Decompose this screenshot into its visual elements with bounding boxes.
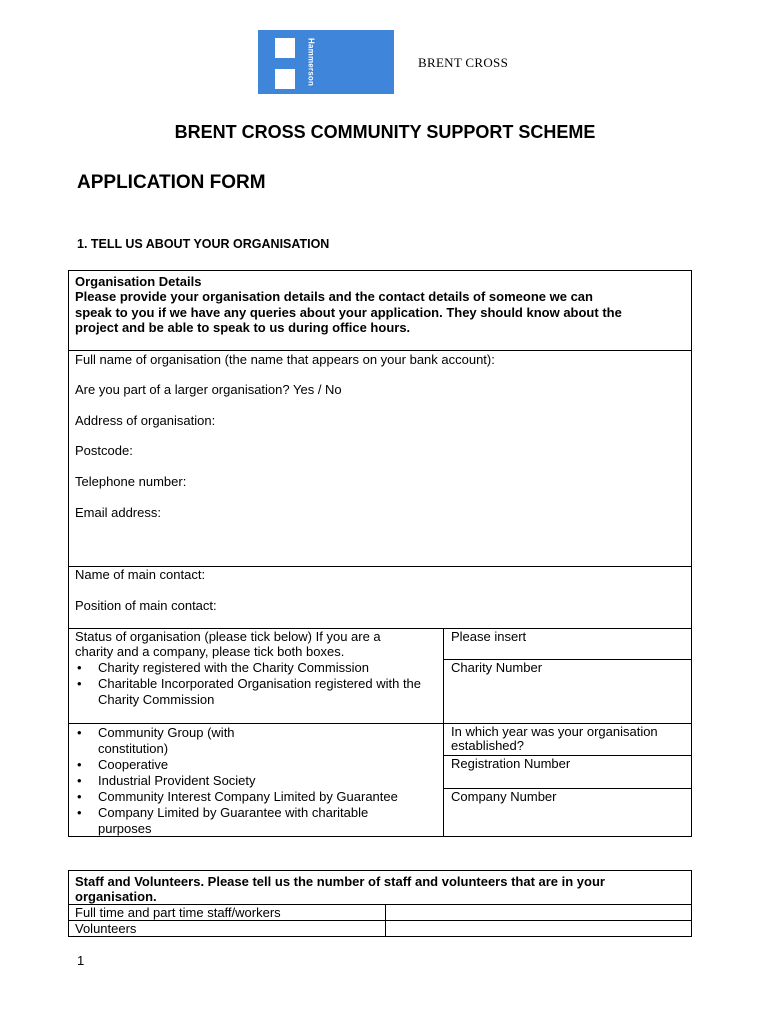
status-intro-line2: charity and a company, please tick both boxes. <box>75 644 345 659</box>
company-number-field[interactable]: Company Number <box>451 789 557 804</box>
contact-position-field[interactable]: Position of main contact: <box>75 598 217 613</box>
year-established-line1[interactable]: In which year was your organisation <box>451 724 658 739</box>
hammerson-logo <box>258 30 394 94</box>
details-text-line1: Please provide your organisation details and the contact details of someone we can <box>75 289 593 304</box>
details-text-line2: speak to you if we have any queries about your application. They should know about the <box>75 305 622 320</box>
staff-heading-line2: organisation. <box>75 889 157 904</box>
logo-wordmark: Hammerson <box>306 37 316 87</box>
page-number: 1 <box>77 953 85 968</box>
status-option-cic[interactable]: • Community Interest Company Limited by Guarantee <box>75 789 435 805</box>
registration-number-field[interactable]: Registration Number <box>451 756 571 771</box>
please-insert-label: Please insert <box>451 629 527 644</box>
staff-heading-line1: Staff and Volunteers. Please tell us the number of staff and volunteers that are in your <box>75 874 605 889</box>
telephone-field[interactable]: Telephone number: <box>75 474 187 489</box>
charity-status-list <box>75 660 435 708</box>
year-established-line2[interactable]: established? <box>451 738 524 753</box>
divider <box>69 920 691 921</box>
document-title: BRENT CROSS COMMUNITY SUPPORT SCHEME <box>174 122 596 142</box>
postcode-field[interactable]: Postcode: <box>75 443 133 458</box>
email-field[interactable]: Email address: <box>75 505 161 520</box>
status-intro-line1: Status of organisation (please tick below) If you are a <box>75 629 381 644</box>
main-contact-field[interactable]: Name of main contact: <box>75 567 206 582</box>
details-title: Organisation Details <box>75 274 202 289</box>
status-option-registered-charity[interactable]: • Charity registered with the Charity Commission <box>75 660 435 676</box>
full-name-field[interactable]: Full name of organisation (the name that appears on your bank account): <box>75 352 495 367</box>
charity-number-field[interactable]: Charity Number <box>451 660 543 675</box>
larger-organisation-field[interactable]: Are you part of a larger organisation? Yes / No <box>75 382 342 397</box>
status-option-community-group[interactable]: • Community Group (with constitution) <box>75 725 248 757</box>
status-option-company-limited[interactable]: • Company Limited by Guarantee with charitable purposes <box>75 805 418 837</box>
organisation-type-list <box>75 725 435 837</box>
brent-cross-brand: BRENT CROSS <box>418 55 509 70</box>
details-text-line3: project and be able to speak to us during office hours. <box>75 320 411 335</box>
logo-square-top <box>275 38 295 58</box>
status-option-cooperative[interactable]: • Cooperative <box>75 757 435 773</box>
form-title: APPLICATION FORM <box>77 172 266 193</box>
staff-row-label: Full time and part time staff/workers <box>75 905 281 920</box>
address-field[interactable]: Address of organisation: <box>75 413 216 428</box>
volunteers-row-label: Volunteers <box>75 921 137 936</box>
status-option-industrial-provident[interactable]: • Industrial Provident Society <box>75 773 435 789</box>
organisation-details-box <box>68 270 692 837</box>
status-option-cio[interactable]: • Charitable Incorporated Organisation registered with the Charity Commission <box>75 676 435 708</box>
divider <box>69 350 691 351</box>
logo-square-bottom <box>275 69 295 89</box>
section-heading: 1. TELL US ABOUT YOUR ORGANISATION <box>77 237 330 251</box>
staff-volunteers-table <box>68 870 692 937</box>
